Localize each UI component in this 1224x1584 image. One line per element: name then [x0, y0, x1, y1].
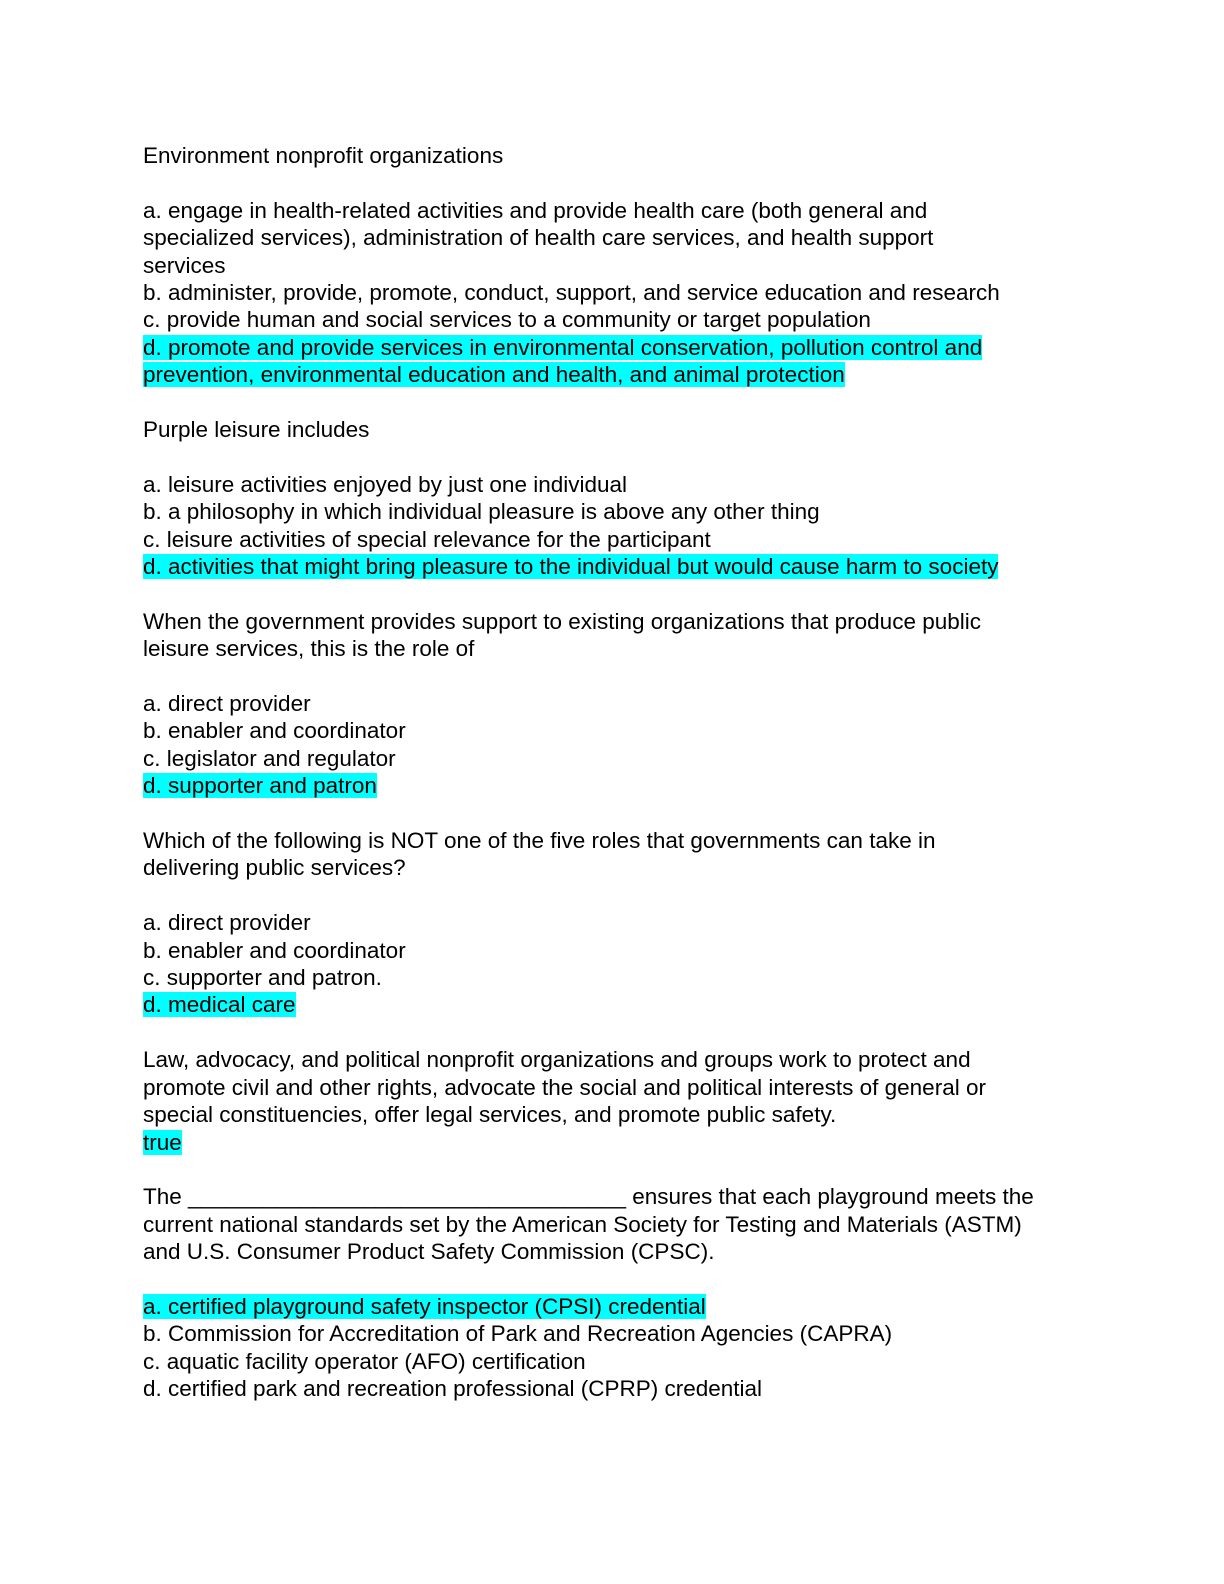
- question-2-option-d-answer: d. activities that might bring pleasure to the individual but would cause harm to society: [143, 554, 999, 580]
- question-4-option-b: b. enabler and coordinator: [143, 937, 406, 963]
- question-3-option-c: c. legislator and regulator: [143, 745, 396, 771]
- question-2-option-b: b. a philosophy in which individual pleasure is above any other thing: [143, 499, 820, 525]
- question-6-option-a-answer: a. certified playground safety inspector (CPSI) credential: [143, 1293, 706, 1319]
- question-6-option-b: b. Commission for Accreditation of Park and Recreation Agencies (CAPRA): [143, 1321, 893, 1347]
- question-1-option-d-answer: d. promote and provide services in environmental conservation, pollution control and prevention, environmental education and health, and animal protection: [143, 334, 983, 388]
- question-4-options: [143, 909, 1083, 1019]
- question-3-options: [143, 690, 1083, 800]
- question-2-options: [143, 471, 1083, 581]
- document-page: [143, 142, 1083, 1430]
- question-2-option-a: a. leisure activities enjoyed by just one individual: [143, 471, 628, 497]
- question-6-option-c: c. aquatic facility operator (AFO) certification: [143, 1348, 586, 1374]
- question-5-stem: Law, advocacy, and political nonprofit organizations and groups work to protect and promote civil and other rights, advocate the social and political interests of general or special constituencies, offer legal services, and promote public safety.: [143, 1047, 986, 1128]
- question-5-answer: true: [143, 1129, 182, 1155]
- question-4: [143, 827, 1083, 1019]
- question-3-option-b: b. enabler and coordinator: [143, 718, 406, 744]
- question-1-options: [143, 197, 1083, 389]
- question-1-option-c: c. provide human and social services to a community or target population: [143, 307, 871, 333]
- question-5: [143, 1046, 1083, 1156]
- question-1: [143, 142, 1083, 389]
- question-2: [143, 416, 1083, 580]
- question-1-stem: Environment nonprofit organizations: [143, 143, 504, 168]
- question-6: [143, 1183, 1083, 1402]
- question-4-option-a: a. direct provider: [143, 910, 311, 936]
- question-3-option-d-answer: d. supporter and patron: [143, 773, 377, 799]
- question-6-option-d: d. certified park and recreation professional (CPRP) credential: [143, 1376, 763, 1402]
- question-3-stem: When the government provides support to existing organizations that produce public leisure services, this is the role of: [143, 608, 981, 662]
- question-4-stem: Which of the following is NOT one of the five roles that governments can take in delivering public services?: [143, 828, 936, 881]
- question-4-option-c: c. supporter and patron.: [143, 965, 382, 991]
- question-1-option-a: a. engage in health-related activities and provide health care (both general and specialized services), administration of health care services, and health support services: [143, 197, 934, 278]
- question-6-options: [143, 1293, 1083, 1403]
- question-3-option-a: a. direct provider: [143, 691, 311, 717]
- question-2-stem: Purple leisure includes: [143, 417, 370, 443]
- question-3: [143, 608, 1083, 800]
- question-2-option-c: c. leisure activities of special relevance for the participant: [143, 526, 711, 552]
- question-1-option-b: b. administer, provide, promote, conduct, support, and service education and research: [143, 280, 1000, 306]
- question-4-option-d-answer: d. medical care: [143, 992, 296, 1018]
- question-6-stem: The ___________________________________ ensures that each playground meets the current national standards set by the American Society for Testing and Materials (ASTM) and U.S. Consumer Product Safety Commission (CPSC).: [143, 1184, 1034, 1265]
